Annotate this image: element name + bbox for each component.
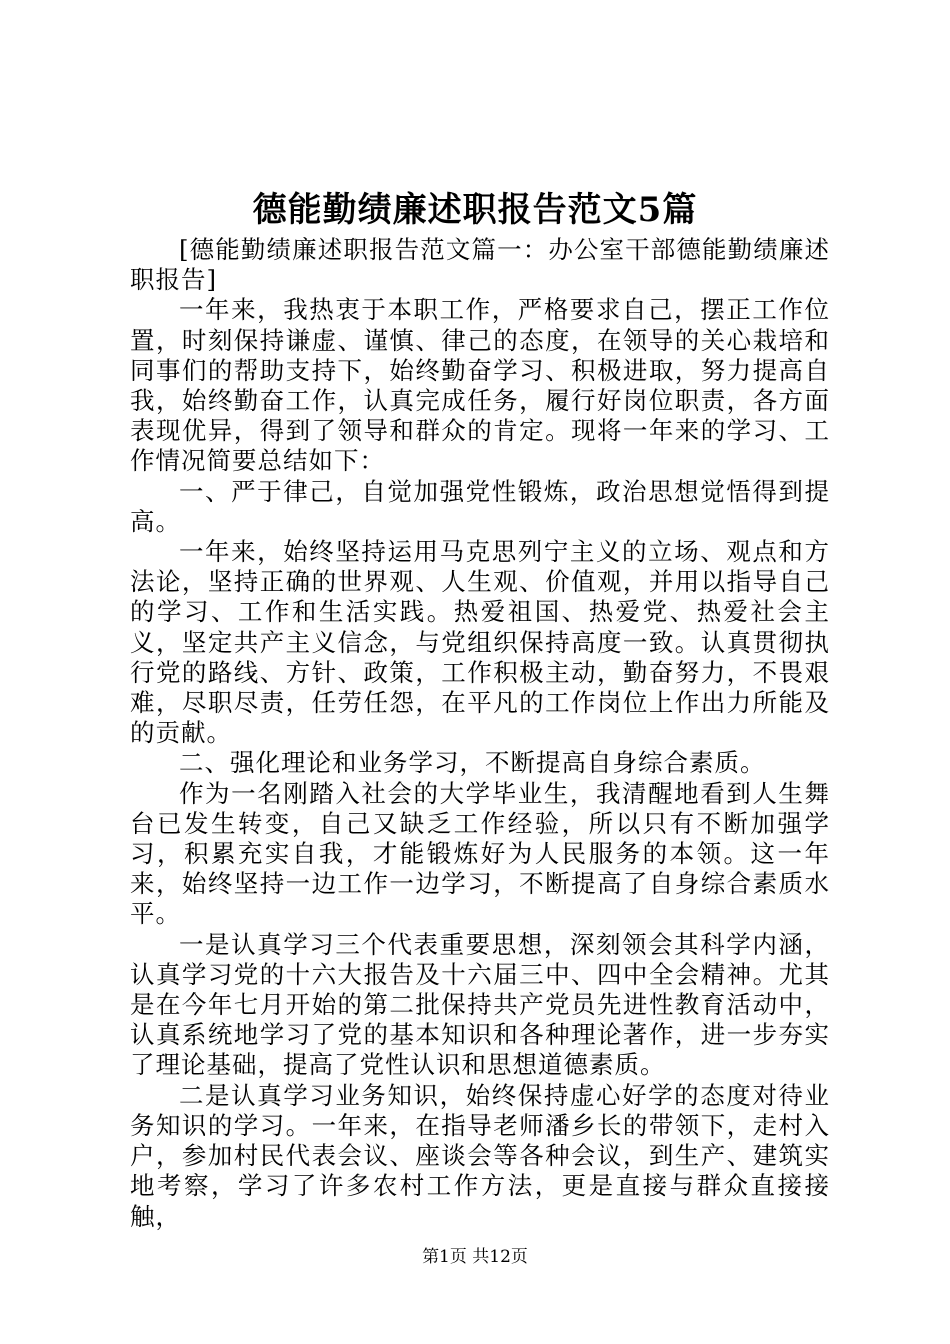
paragraph: [德能勤绩廉述职报告范文篇一：办公室干部德能勤绩廉述职报告] <box>130 235 830 295</box>
document-body <box>130 235 830 1232</box>
paragraph: 二是认真学习业务知识，始终保持虚心好学的态度对待业务知识的学习。一年来，在指导老师潘乡长的带领下，走村入户，参加村民代表会议、座谈会等各种会议，到生产、建筑实地考察，学习了许多农村工作方法，更是直接与群众直接接触， <box>130 1080 830 1231</box>
paragraph: 一、严于律己，自觉加强党性锻炼，政治思想觉悟得到提高。 <box>130 476 830 536</box>
paragraph: 一是认真学习三个代表重要思想，深刻领会其科学内涵，认真学习党的十六大报告及十六届三中、四中全会精神。尤其是在今年七月开始的第二批保持共产党员先进性教育活动中，认真系统地学习了党的基本知识和各种理论著作，进一步夯实了理论基础，提高了党性认识和思想道德素质。 <box>130 929 830 1080</box>
paragraph: 一年来，我热衷于本职工作，严格要求自己，摆正工作位置，时刻保持谦虚、谨慎、律己的态度，在领导的关心栽培和同事们的帮助支持下，始终勤奋学习、积极进取，努力提高自我，始终勤奋工作，认真完成任务，履行好岗位职责，各方面表现优异，得到了领导和群众的肯定。现将一年来的学习、工作情况简要总结如下： <box>130 295 830 476</box>
paragraph: 二、强化理论和业务学习，不断提高自身综合素质。 <box>179 748 766 778</box>
paragraph: 作为一名刚踏入社会的大学毕业生，我清醒地看到人生舞台已发生转变，自己又缺乏工作经验，所以只有不断加强学习，积累充实自我，才能锻炼好为人民服务的本领。这一年来，始终坚持一边工作一边学习，不断提高了自身综合素质水平。 <box>130 778 830 929</box>
paragraph: 一年来，始终坚持运用马克思列宁主义的立场、观点和方法论，坚持正确的世界观、人生观、价值观，并用以指导自己的学习、工作和生活实践。热爱祖国、热爱党、热爱社会主义，坚定共产主义信念，与党组织保持高度一致。认真贯彻执行党的路线、方针、政策，工作积极主动，勤奋努力，不畏艰难，尽职尽责，任劳任怨，在平凡的工作岗位上作出力所能及的贡献。 <box>130 537 830 748</box>
page-number-footer: 第1页 共12页 <box>422 1247 528 1267</box>
document-title: 德能勤绩廉述职报告范文5篇 <box>252 190 698 230</box>
